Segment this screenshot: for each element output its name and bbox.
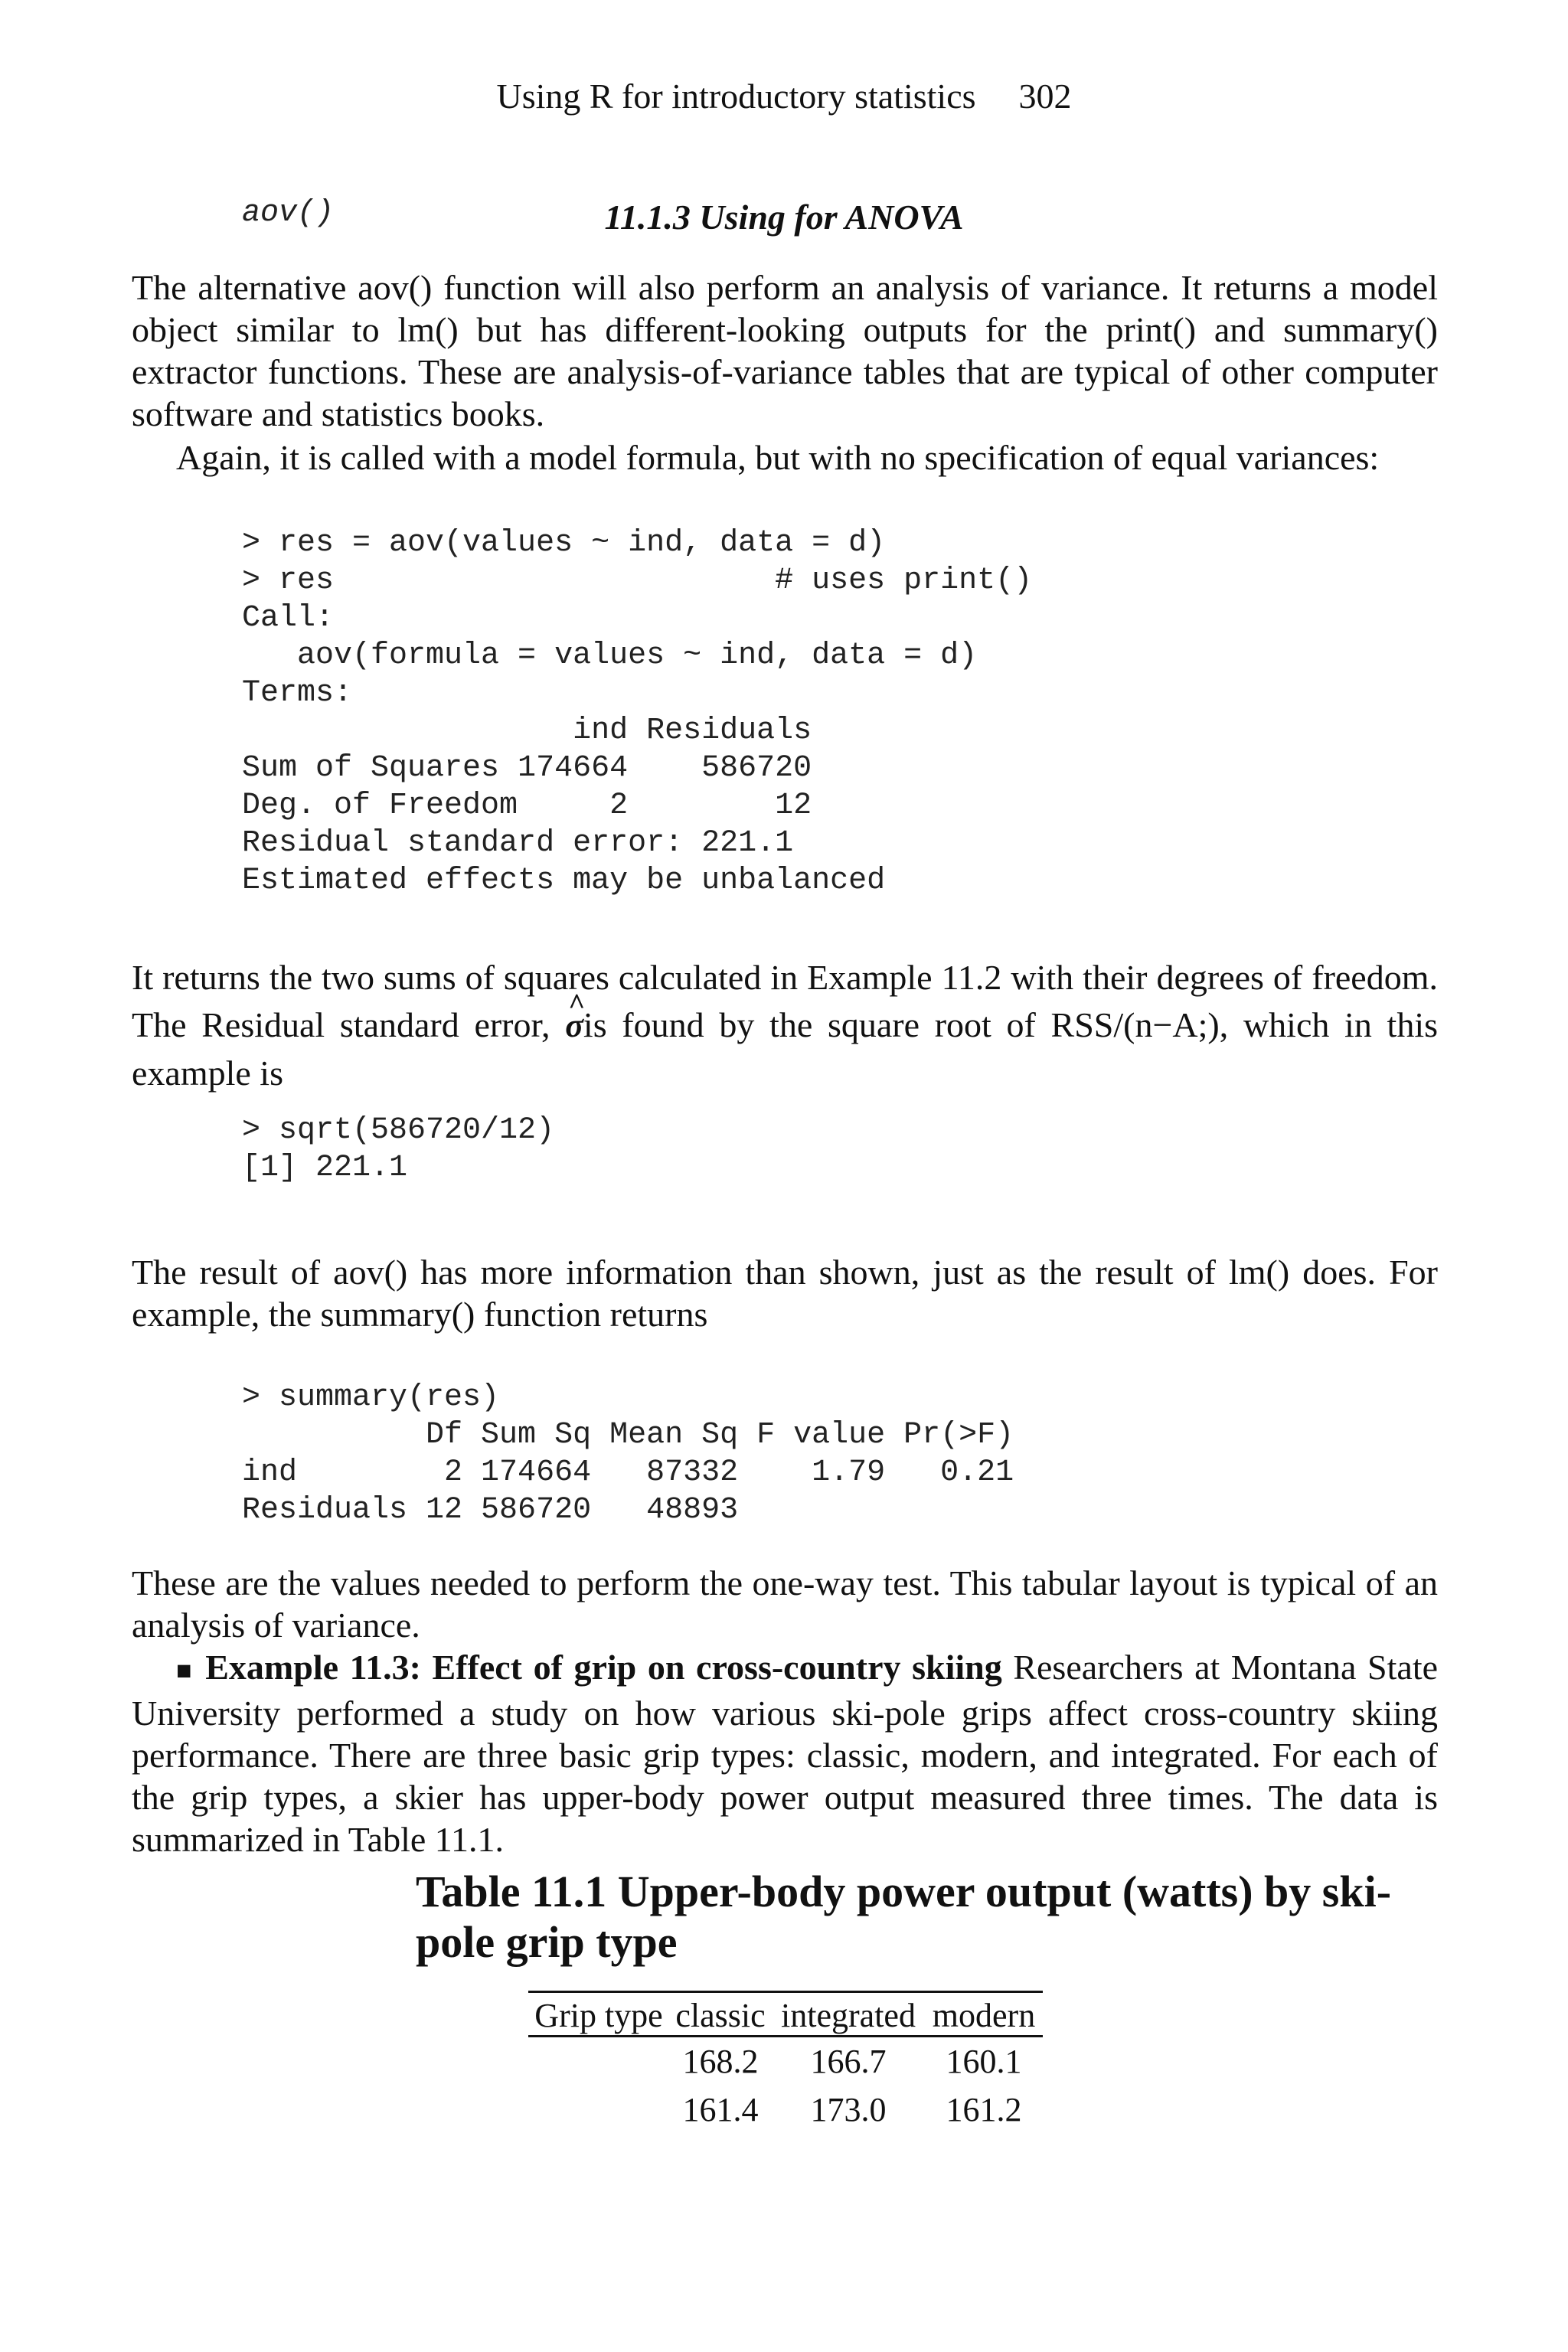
table-cell — [528, 2037, 669, 2086]
section-heading-rest: for ANOVA — [794, 198, 964, 237]
table-row — [528, 2037, 1043, 2086]
table-row — [528, 2086, 1043, 2134]
code-block-aov: > res = aov(values ~ ind, data = d) > res # uses print() Call: aov(formula = values ~ ind, data = d) Terms: ind Residuals Sum of Squares 174664 586720 Deg. of Freedom 2 12 Residual standard error: 221.1 Estimated effects may be unbalanced — [242, 526, 1033, 898]
table-header-cell: classic — [669, 1992, 772, 2037]
grip-data-table — [528, 1991, 1043, 2134]
table-cell — [528, 2086, 669, 2134]
table-header-cell: Grip type — [528, 1992, 669, 2037]
table-cell: 160.1 — [946, 2043, 1022, 2080]
paragraph-returns-after: is found by the square root of RSS/(n−A;), which in this example is — [132, 1005, 1439, 1093]
paragraph-values: These are the values needed to perform the one-way test. This tabular layout is typical of an analysis of variance. — [132, 1563, 1438, 1645]
paragraph-example — [132, 1646, 1438, 1860]
example-text: Researchers at Montana State University performed a study on how various ski-pole grips affect cross-country skiing performance. There are three basic grip types: classic, modern, and integrated. For each of the grip types, a skier has upper-body power output measured three times. The data is summarized in Table 11.1. — [132, 1648, 1439, 1859]
example-bullet: ■ — [176, 1657, 194, 1685]
section-heading-code: aov() — [242, 196, 335, 230]
header-title: Using R for introductory statistics — [496, 77, 976, 116]
code-block-summary: > summary(res) Df Sum Sq Mean Sq F value Pr(>F) ind 2 174664 87332 1.79 0.21 Residuals 12 586720 48893 — [242, 1380, 1014, 1527]
page-number: 302 — [1018, 77, 1072, 116]
running-header — [0, 74, 1568, 119]
code-block-sqrt: > sqrt(586720/12) [1] 221.1 — [242, 1113, 555, 1185]
table-cell: 161.4 — [682, 2091, 759, 2128]
paragraph-result: The result of aov() has more information than shown, just as the result of lm() does. For example, the summary() function returns — [132, 1253, 1438, 1334]
paragraph-returns — [132, 954, 1438, 1097]
sigma-hat-symbol: ^ σ — [565, 1002, 583, 1050]
table-cell: 173.0 — [810, 2091, 887, 2128]
paragraph-intro: The alternative aov() function will also perform an analysis of variance. It returns a model object similar to lm() but has different-looking outputs for the print() and summary() extractor functions. These are analysis-of-variance tables that are typical of other computer software and statistics books. — [132, 268, 1438, 433]
section-heading-number: 11.1.3 Using — [604, 198, 786, 237]
table-header-row — [528, 1992, 1043, 2037]
table-cell: 168.2 — [682, 2043, 759, 2080]
paragraph-returns-before: It returns the two sums of squares calculated in Example 11.2 with their degrees of freedom. The Residual standard error, — [132, 958, 1438, 1044]
table-header-cell: modern — [925, 1992, 1043, 2037]
section-heading — [0, 194, 1568, 240]
table-caption: Table 11.1 Upper-body power output (watts) by ski-pole grip type — [416, 1867, 1392, 1967]
table-cell: 161.2 — [946, 2091, 1022, 2128]
table-cell: 166.7 — [810, 2043, 887, 2080]
paragraph-again: Again, it is called with a model formula, but with no specification of equal variances: — [176, 438, 1380, 477]
table-header-cell: integrated — [772, 1992, 925, 2037]
example-title: Example 11.3: Effect of grip on cross-country skiing — [205, 1648, 1002, 1687]
